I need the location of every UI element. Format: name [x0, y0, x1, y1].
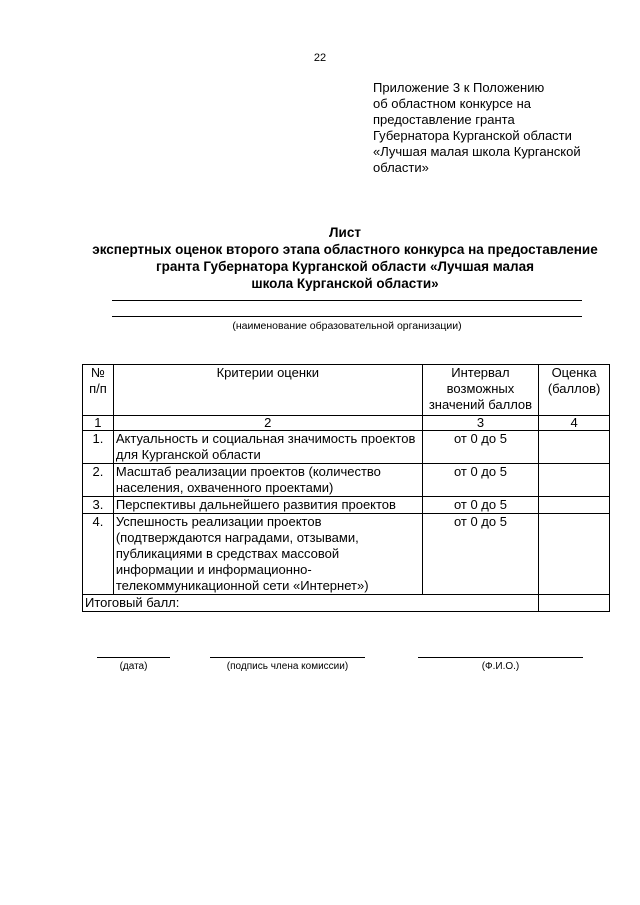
- appendix-line: предоставление гранта: [373, 112, 515, 127]
- total-row: [83, 595, 610, 612]
- row-interval: от 0 до 5: [422, 431, 538, 464]
- appendix-line: Губернатора Курганской области: [373, 128, 572, 143]
- table-row: [83, 431, 610, 464]
- org-caption: (наименование образовательной организации): [232, 320, 462, 332]
- row-interval: от 0 до 5: [422, 464, 538, 497]
- row-criteria: Актуальность и социальная значимость проектов для Курганской области: [113, 431, 422, 464]
- row-criteria: Успешность реализации проектов (подтверждаются наградами, отзывами, публикациями в средствах массовой информации и информационно-телекоммуникационной сети «Интернет»): [113, 514, 422, 595]
- column-index: 2: [113, 416, 422, 431]
- header-score: Оценка (баллов): [539, 365, 610, 416]
- row-num: 4.: [83, 514, 114, 595]
- row-criteria: Перспективы дальнейшего развития проектов: [113, 497, 422, 514]
- appendix-line: области»: [373, 160, 429, 175]
- document-title: [60, 224, 630, 292]
- date-blank-line: [97, 657, 170, 658]
- title-line: гранта Губернатора Курганской области «Лучшая малая: [156, 259, 534, 274]
- title-heading: Лист: [329, 225, 361, 240]
- column-index: 1: [83, 416, 114, 431]
- title-line: школа Курганской области»: [251, 276, 439, 291]
- total-score-cell[interactable]: [539, 595, 610, 612]
- name-blank-line: [418, 657, 583, 658]
- table-row: [83, 514, 610, 595]
- appendix-line: об областном конкурсе на: [373, 96, 532, 111]
- org-name-blank-line: [112, 300, 582, 301]
- column-index-row: [83, 416, 610, 431]
- appendix-line: «Лучшая малая школа Курганской: [373, 144, 581, 159]
- signature-blank-line: [210, 657, 365, 658]
- criteria-table: [82, 364, 610, 612]
- row-interval: от 0 до 5: [422, 497, 538, 514]
- org-name-blank-line: [112, 316, 582, 317]
- name-label: (Ф.И.О.): [481, 661, 520, 672]
- header-num: № п/п: [83, 365, 114, 416]
- page-number: 22: [313, 52, 327, 64]
- row-criteria: Масштаб реализации проектов (количество населения, охваченного проектами): [113, 464, 422, 497]
- date-label: (дата): [119, 661, 148, 672]
- appendix-line: Приложение 3 к Положению: [373, 80, 545, 95]
- table-row: [83, 497, 610, 514]
- column-index: 3: [422, 416, 538, 431]
- row-num: 1.: [83, 431, 114, 464]
- appendix-note: [373, 80, 623, 176]
- row-score-cell[interactable]: [539, 464, 610, 497]
- title-line: экспертных оценок второго этапа областного конкурса на предоставление: [92, 242, 598, 257]
- header-interval: Интервал возможных значений баллов: [422, 365, 538, 416]
- header-criteria: Критерии оценки: [113, 365, 422, 416]
- row-num: 2.: [83, 464, 114, 497]
- column-index: 4: [539, 416, 610, 431]
- table-header-row: [83, 365, 610, 416]
- row-interval: от 0 до 5: [422, 514, 538, 595]
- table-row: [83, 464, 610, 497]
- row-score-cell[interactable]: [539, 514, 610, 595]
- row-score-cell[interactable]: [539, 431, 610, 464]
- row-num: 3.: [83, 497, 114, 514]
- total-label: Итоговый балл:: [83, 595, 539, 612]
- row-score-cell[interactable]: [539, 497, 610, 514]
- signature-label: (подпись члена комиссии): [226, 661, 349, 672]
